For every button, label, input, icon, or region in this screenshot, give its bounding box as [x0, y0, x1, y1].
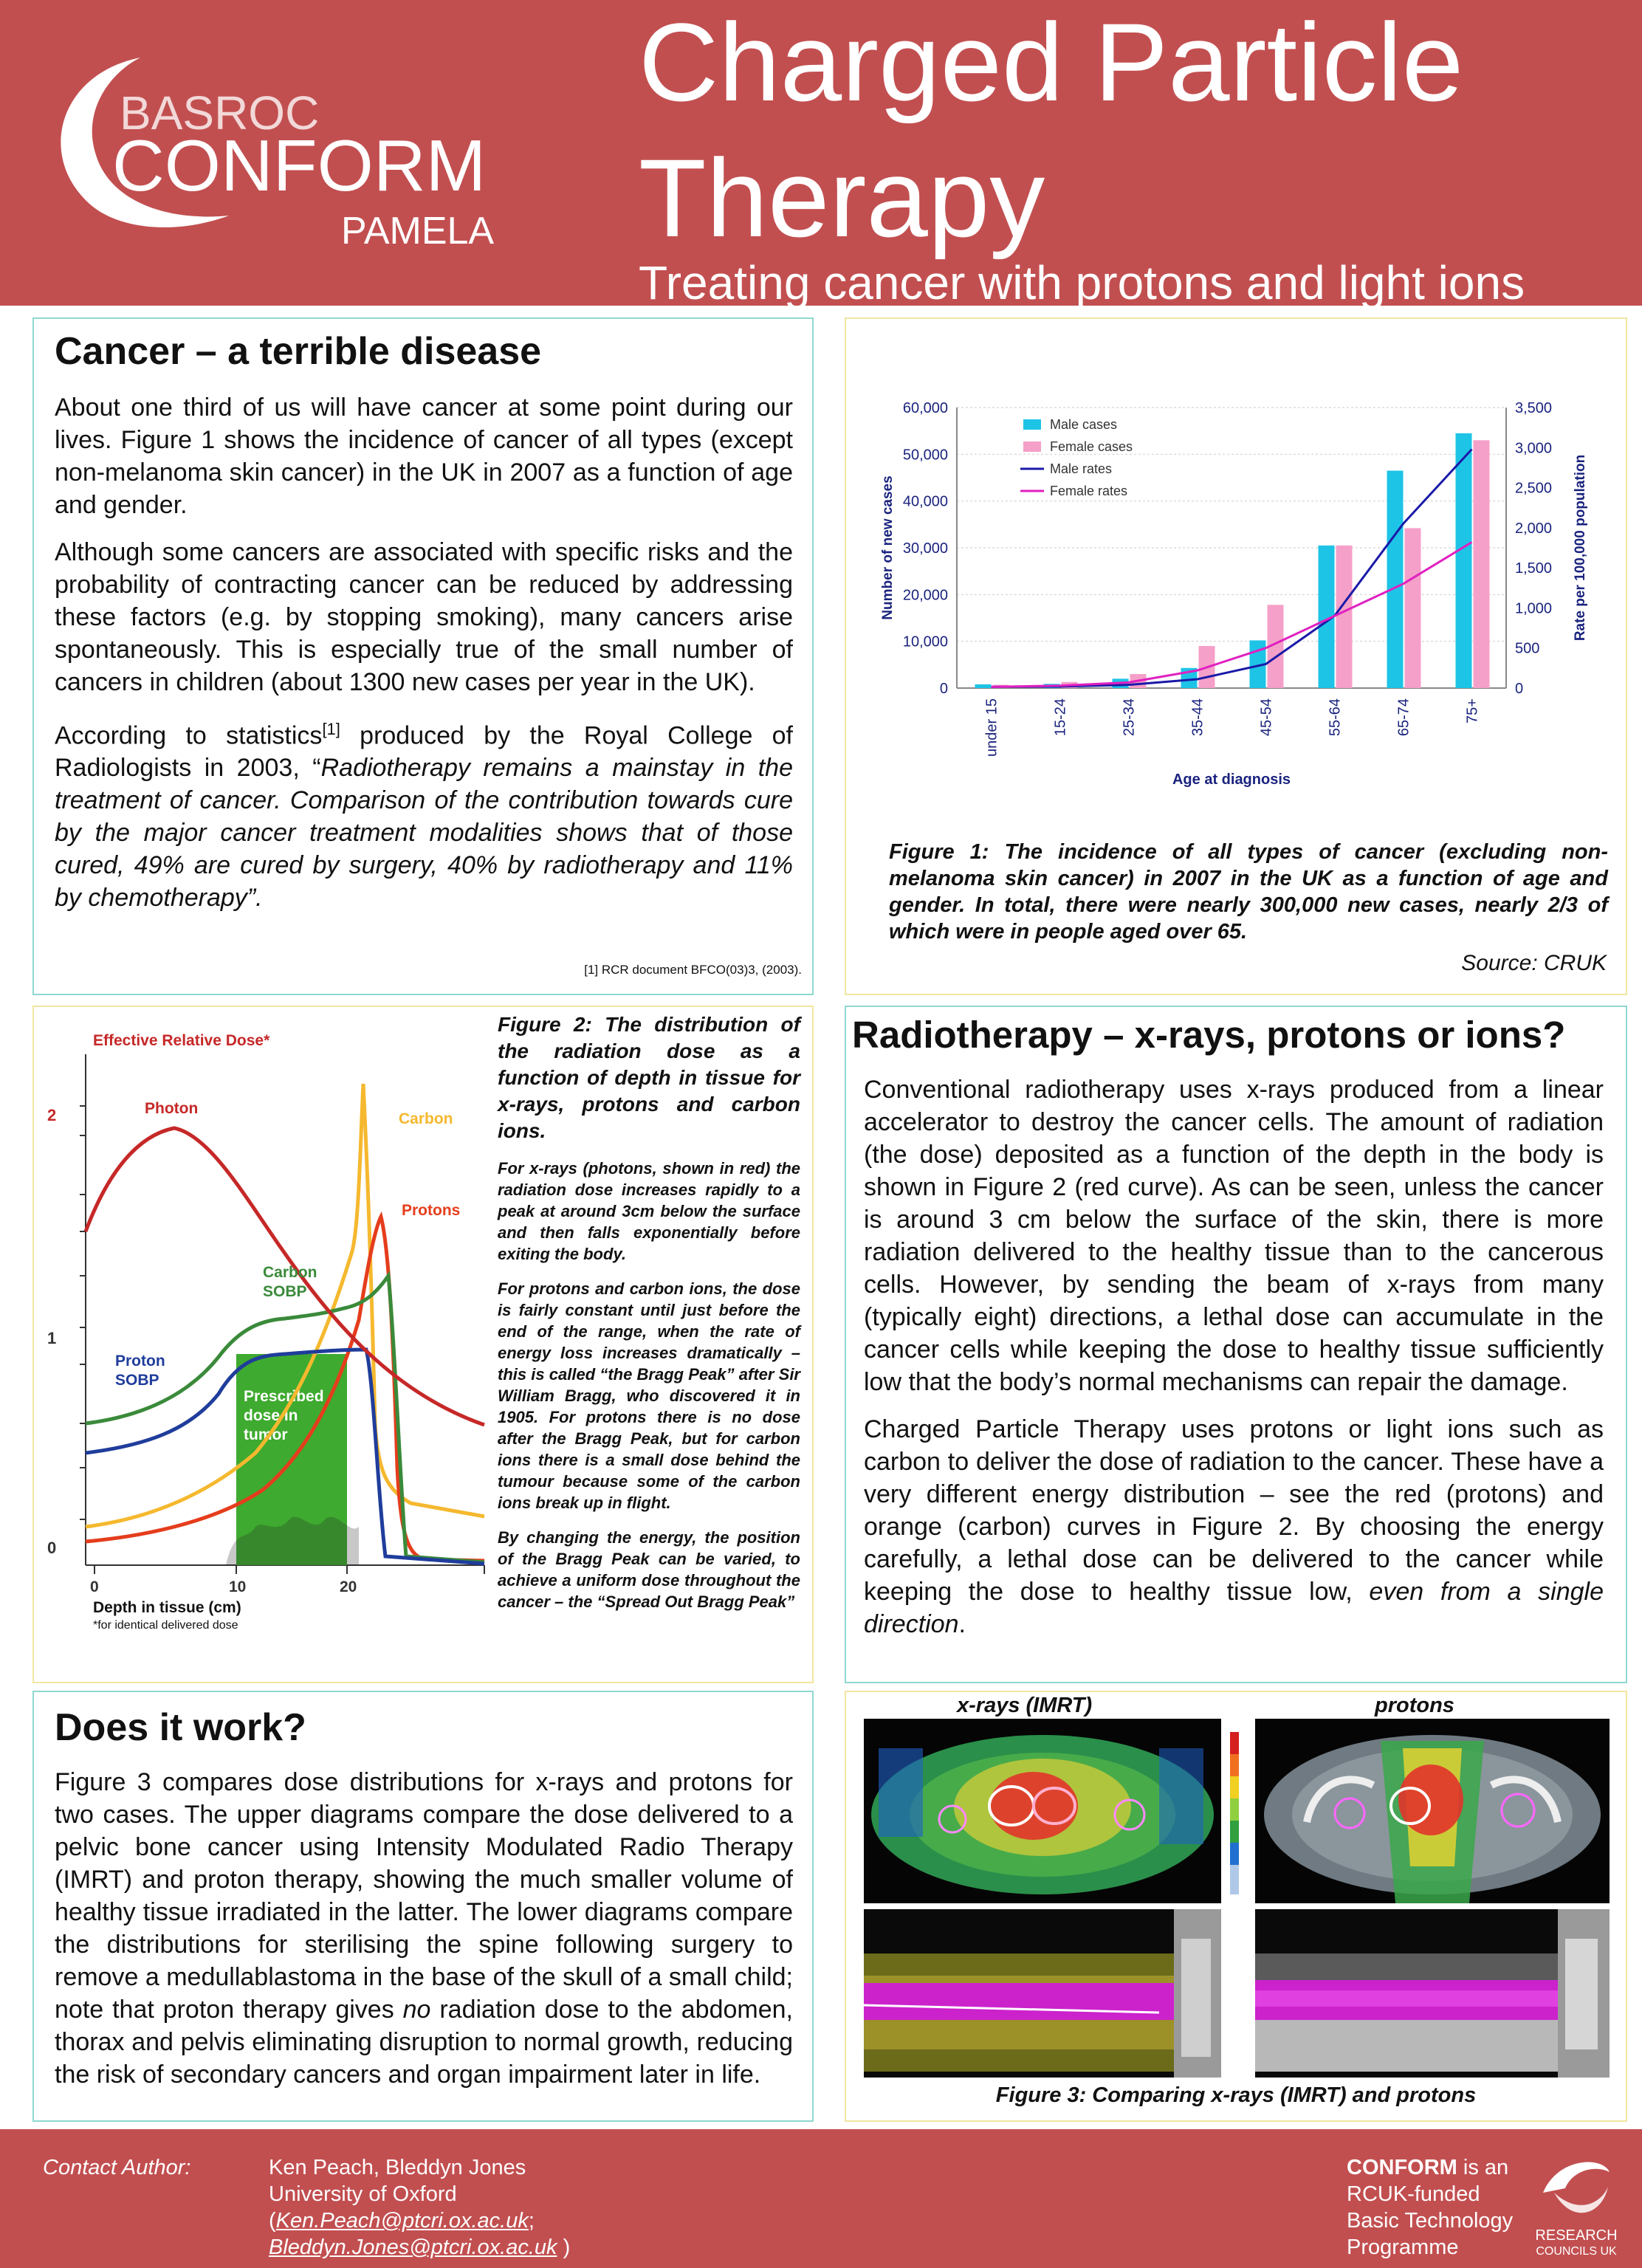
figure2-paragraph-1: For x-rays (photons, shown in red) the radiation dose increases rapidly to a peak at around 3cm below the surface and then falls exponentially before exiting the body. [498, 1159, 800, 1263]
funding-line-1-rest: is an [1457, 2156, 1509, 2179]
dose-tick-0: 0 [47, 1539, 57, 1557]
email2-suffix: ) [557, 2236, 571, 2259]
y-tick-label: 10,000 [902, 633, 948, 650]
figure1-source: Source: CRUK [1461, 951, 1607, 975]
figure1-caption: Figure 1: The incidence of all types of cancer (excluding non-melanoma skin cancer) in 2007 in the UK as a function of age and gender. In total, there were nearly 300,000 new cases, nearly 2/3 of which were in people aged over 65. [889, 840, 1608, 944]
y2-tick-label: 1,500 [1515, 560, 1553, 577]
incidence-chart [846, 385, 1626, 1094]
contact-details [269, 2154, 570, 2261]
x-tick-label: 25-34 [1121, 698, 1138, 737]
logo-conform-text: CONFORM [112, 125, 487, 206]
legend-label: Female rates [1050, 484, 1128, 498]
figure2-paragraph-2: For protons and carbon ions, the dose is fairly constant until just before the end of the range, when the rate of energy loss increases dramatically – this is called “the Bragg Peak” after Sir William Bragg, who discovered it in 1905. For protons there is no dose after the Bragg Peak, but for carbon ions there is a small dose behind the tumour because some of the carbon ions break up in flight. [498, 1279, 800, 1512]
radiotherapy-p2-end: . [958, 1610, 966, 1638]
cancer-p3-start: According to statistics [55, 721, 323, 750]
works-p1-start: Figure 3 compares dose distributions for x-rays and protons for two cases. The upper diagrams compare the dose delivered to a pelvic bone cancer using Intensity Modulated Radio Therapy (IMRT) and proton therapy, showing the much smaller volume of healthy tissue irradiated in the latter. The lower diagrams compare the distributions for sterilising the spine following surgery to remove a medullablastoma in the base of the skull of a small child; note that proton therapy gives [55, 1768, 793, 2024]
figure2-panel [32, 1006, 814, 1683]
cancer-heading: Cancer – a terrible disease [55, 330, 542, 373]
right-ticks [1515, 400, 1552, 697]
depth-axis-ticks [95, 1565, 484, 1574]
rcuk-text-1: RESEARCH [1535, 2227, 1618, 2244]
y-tick-label: 20,000 [902, 587, 948, 604]
funding-line-1 [1347, 2154, 1513, 2181]
y2-tick-label: 0 [1515, 681, 1524, 697]
y-axis-label: Number of new cases [880, 475, 896, 620]
pelvis-xray-dose-image [864, 1719, 1221, 1903]
footnote-ref: [1] [322, 720, 340, 738]
y2-tick-label: 3,000 [1515, 440, 1553, 457]
radiotherapy-panel [845, 1006, 1627, 1683]
y-tick-label: 40,000 [902, 493, 948, 510]
title-line-1: Charged Particle [639, 0, 1464, 124]
x-tick-label: 75+ [1464, 698, 1481, 724]
cancer-paragraph-1: About one third of us will have cancer at some point during our lives. Figure 1 shows the incidence of cancer of all types (except non-melanoma skin cancer) in the UK in 2007 as a function of age and gender. [55, 394, 793, 519]
no-emphasis: no [402, 1996, 431, 2024]
title-line-2: Therapy [639, 136, 1045, 260]
header-band [0, 0, 1642, 309]
legend-label: Female cases [1050, 439, 1133, 454]
proton-sobp-label-1: Proton [115, 1353, 165, 1370]
dose-colour-scale [1227, 1732, 1242, 1894]
xrays-label: x-rays (IMRT) [957, 1694, 1093, 1717]
email1-prefix: ( [269, 2209, 276, 2233]
does-it-work-body [55, 1766, 793, 2106]
prescribed-label-1: Prescribed [244, 1388, 324, 1405]
radiotherapy-p2-start: Charged Particle Therapy uses protons or light ions such as carbon to deliver the dose of radiation to the cancer. These have a very different energy distribution – see the red (protons) and orange (carbon) curves in Figure 2. By choosing the energy carefully, a lethal dose can be delivered to the cancer while keeping the dose to healthy tissue low, [864, 1415, 1604, 1606]
funding-statement [1347, 2154, 1513, 2261]
spine-xray-dose-image [864, 1909, 1221, 2078]
bar-male-cases [1456, 433, 1472, 688]
conform-logo [30, 44, 502, 258]
spine-proton-dose-image [1255, 1909, 1610, 2078]
x-tick-labels [984, 698, 1481, 757]
cancer-panel [32, 317, 814, 995]
does-it-work-paragraph [55, 1766, 793, 2091]
funding-line-4: Programme [1347, 2236, 1459, 2259]
works-p1-end: radiation dose to the abdomen, thorax and pelvis eliminating disruption to normal growth, reducing the risk of secondary cancers and organ impairment later in life. [55, 1996, 793, 2089]
figure3-caption: Figure 3: Comparing x-rays (IMRT) and protons [995, 2083, 1477, 2107]
bar-female-cases [1336, 546, 1353, 688]
left-ticks [903, 400, 948, 697]
y2-tick-label: 3,500 [1515, 400, 1553, 416]
logo-pamela-text: PAMELA [341, 210, 495, 252]
cancer-body [55, 391, 793, 929]
rcuk-swirl-icon [1543, 2162, 1610, 2193]
depth-axis-note: *for identical delivered dose [93, 1619, 238, 1630]
pelvis-proton-dose-image [1255, 1719, 1610, 1903]
y-tick-label: 0 [939, 681, 948, 697]
chart-legend [1020, 417, 1133, 498]
carbon-sobp-label-2: SOBP [263, 1283, 307, 1300]
figure2-paragraph-3: By changing the energy, the position of the Bragg Peak can be varied, to achieve a uniform dose throughout the cancer – the “Spread Out Bragg Peak” [498, 1528, 800, 1611]
funding-line-3: Basic Technology [1347, 2209, 1514, 2233]
footnote: [1] RCR document BFCO(03)3, (2003). [584, 963, 802, 977]
y-tick-label: 60,000 [902, 400, 948, 416]
dose-tick-2: 2 [47, 1106, 57, 1124]
email-line-2 [269, 2234, 570, 2261]
protons-label: Protons [402, 1202, 461, 1219]
bar-female-cases [1474, 440, 1490, 688]
rcuk-logo [1521, 2150, 1632, 2261]
depth-axis-title: Depth in tissue (cm) [93, 1599, 241, 1616]
legend-swatch [1023, 419, 1041, 430]
footer-band [0, 2129, 1642, 2268]
y2-tick-label: 500 [1515, 640, 1540, 657]
y2-tick-label: 2,500 [1515, 480, 1553, 497]
legend-label: Male rates [1050, 461, 1113, 476]
figure2-title: Figure 2: The distribution of the radiation dose as a function of depth in tissue for x-rays, protons and carbon ions. [498, 1013, 800, 1142]
logo-basroc-text: BASROC [120, 86, 320, 140]
y2-tick-label: 1,000 [1515, 600, 1553, 617]
subtitle: Treating cancer with protons and light ions [639, 256, 1525, 309]
depth-tick-20: 20 [340, 1578, 357, 1595]
cancer-paragraph-2: Although some cancers are associated with specific risks and the probability of contracting cancer can be reduced by addressing these factors (e.g. by stopping smoking), many cancers arise spontaneously. This is especially true of the small number of cancers in children (about 1300 new cases per year in the UK). [55, 538, 793, 696]
single-direction-emphasis: even from a single direction [864, 1578, 1604, 1638]
author-names: Ken Peach, Bleddyn Jones [269, 2156, 526, 2179]
does-it-work-heading: Does it work? [55, 1706, 306, 1749]
conform-name: CONFORM [1347, 2156, 1457, 2179]
dose-axis-ticks [80, 1106, 86, 1519]
bar-male-cases [1387, 471, 1404, 689]
depth-tick-0: 0 [90, 1578, 99, 1595]
dose-tick-1: 1 [47, 1329, 57, 1347]
x-tick-label: 45-54 [1258, 698, 1275, 737]
prescribed-label-3: tumor [244, 1426, 288, 1443]
email-line-1 [269, 2207, 570, 2234]
proton-sobp-label-2: SOBP [115, 1372, 159, 1389]
figure3-panel [845, 1691, 1627, 2122]
rcr-quote: Radiotherapy remains a mainstay in the treatment of cancer. Comparison of the contribution towards cure by the major cancer treatment modalities shows that of those cured, 49% are cured by surgery, 40% by radiotherapy and 11% by chemotherapy”. [55, 754, 793, 913]
y-tick-label: 50,000 [902, 447, 948, 464]
x-tick-label: under 15 [983, 698, 1000, 757]
legend-swatch [1023, 441, 1041, 452]
x-tick-label: 65-74 [1395, 698, 1412, 737]
radiotherapy-body [864, 1073, 1604, 1655]
radiotherapy-heading: Radiotherapy – x-rays, protons or ions? [852, 1014, 1566, 1056]
does-it-work-panel [32, 1691, 814, 2122]
bar-female-cases [1405, 528, 1421, 688]
author-affiliation: University of Oxford [269, 2182, 457, 2206]
radiotherapy-paragraph-1: Conventional radiotherapy uses x-rays produced from a linear accelerator to destroy the cancer cells. The amount of radiation (the dose) deposited as a function of the depth in the body is shown in Figure 2 (red curve). As can be seen, unless the cancer is around 3 cm below the surface of the skin, there is more radiation delivered to the healthy tissue than to the cancerous cells. However, by sending the beam of x-rays from many (typically eight) directions, a lethal dose can accumulate in the cancer cells while keeping the dose to healthy tissue sufficiently low that the body’s normal mechanisms can repair the damage. [864, 1076, 1604, 1396]
x-tick-label: 15-24 [1052, 698, 1069, 737]
y-tick-label: 30,000 [902, 540, 948, 557]
y2-tick-label: 2,000 [1515, 520, 1553, 537]
cancer-p3-mid: produced by the Royal College of Radiologists in 2003, “ [55, 721, 794, 783]
cancer-paragraph-3 [55, 713, 793, 914]
legend-label: Male cases [1050, 417, 1118, 432]
radiotherapy-paragraph-2 [864, 1413, 1604, 1640]
carbon-sobp-label-1: Carbon [263, 1264, 317, 1281]
email1-suffix: ; [528, 2209, 535, 2233]
bragg-peak-graph [41, 1010, 514, 1630]
figure1-panel [845, 317, 1627, 995]
figure2-text [498, 1011, 800, 1626]
carbon-label: Carbon [399, 1110, 453, 1127]
y2-axis-label: Rate per 100,000 population [1573, 454, 1588, 642]
rcuk-text-2: COUNCILS UK [1536, 2245, 1617, 2258]
email-link-bleddyn-jones[interactable]: Bleddyn.Jones@ptcri.ox.ac.uk [269, 2236, 557, 2259]
dose-axis-title: Effective Relative Dose* [93, 1032, 270, 1049]
x-axis-label: Age at diagnosis [1172, 772, 1291, 788]
x-tick-label: 35-44 [1189, 698, 1206, 737]
bar-male-cases [975, 684, 992, 688]
depth-tick-10: 10 [229, 1578, 247, 1595]
protons-label: protons [1375, 1694, 1454, 1717]
photon-label: Photon [145, 1100, 199, 1117]
contact-label: Contact Author: [43, 2156, 191, 2179]
funding-line-2: RCUK-funded [1347, 2182, 1480, 2206]
email-link-ken-peach[interactable]: Ken.Peach@ptcri.ox.ac.uk [275, 2209, 529, 2233]
x-tick-label: 55-64 [1327, 698, 1344, 737]
prescribed-label-2: dose in [244, 1407, 298, 1424]
